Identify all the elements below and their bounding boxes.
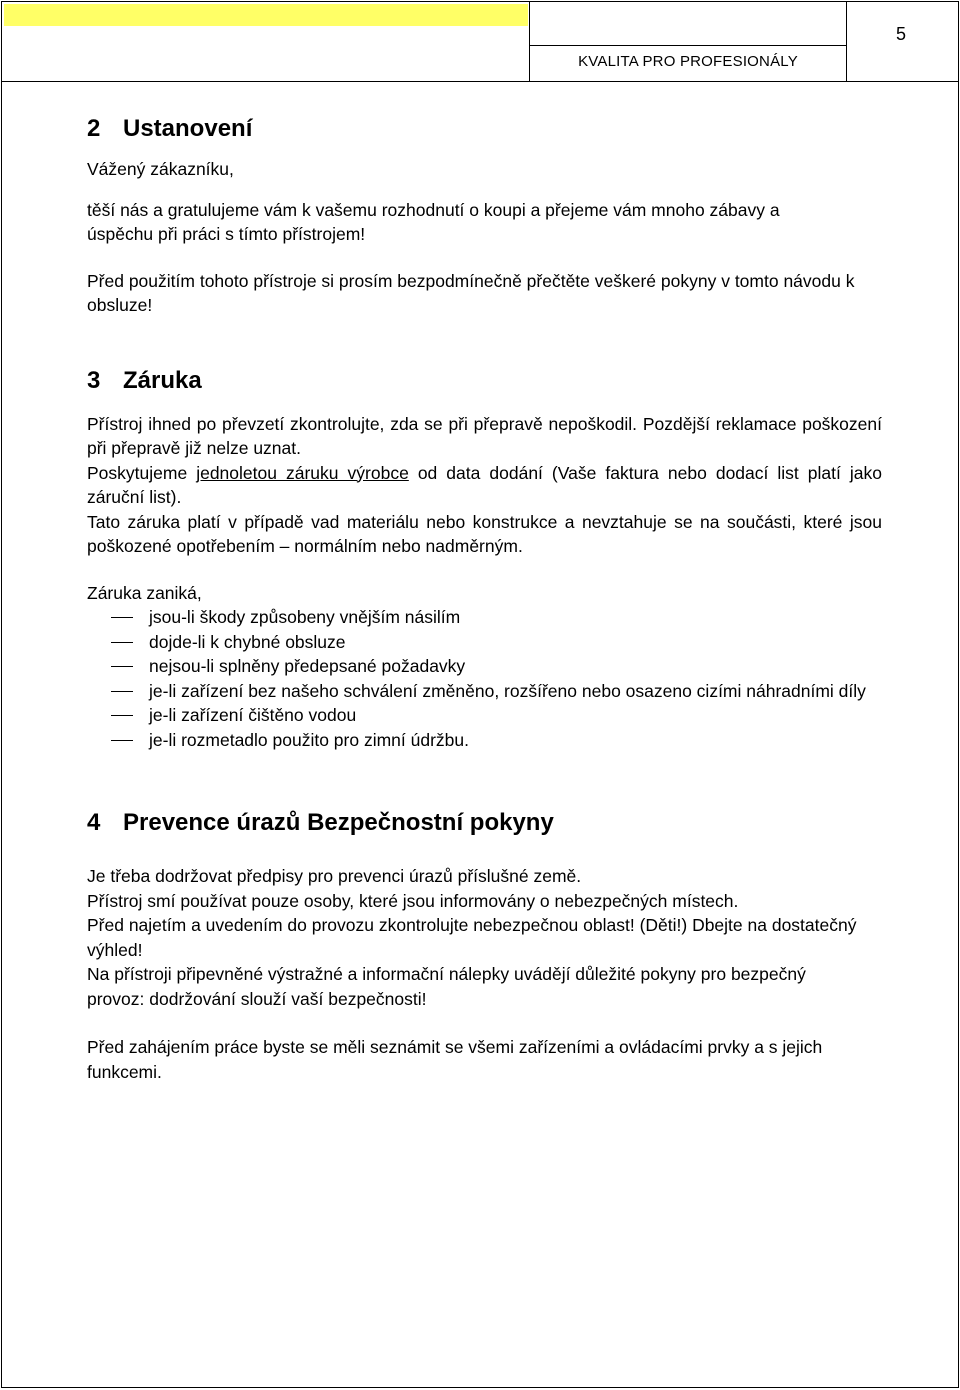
list-item-text: dojde-li k chybné obsluze	[149, 631, 346, 652]
list-item	[87, 630, 877, 655]
text: Poskytujeme	[87, 462, 197, 483]
list-item-text: jsou-li škody způsobeny vnějším násilím	[149, 607, 461, 627]
safety-line: Před najetím a uvedením do provozu zkontrolujte nebezpečnou oblast! (Děti!) Dbejte na dostatečný výhled!	[87, 915, 857, 960]
header-divider	[2, 81, 958, 82]
header-title-box	[529, 2, 847, 81]
expiry-list	[87, 605, 877, 752]
section-title: Prevence úrazů Bezpečnostní pokyny	[123, 809, 554, 836]
paragraph: Přístroj ihned po převzetí zkontrolujte, zda se při přepravě nepoškodil. Pozdější reklamace poškození při přepravě již nelze uznat.	[87, 413, 882, 458]
list-item-text: je-li rozmetadlo použito pro zimní údržbu.	[149, 729, 470, 750]
section-title: Záruka	[123, 366, 202, 394]
paragraph: Před použitím tohoto přístroje si prosím bezpodmínečně přečtěte veškeré pokyny v tomto návodu k obsluze!	[87, 270, 855, 315]
dash-bullet	[111, 617, 133, 618]
dash-bullet	[111, 666, 133, 667]
list-item	[87, 728, 877, 753]
list-item-text: je-li zařízení čištěno vodou	[149, 705, 357, 725]
safety-line: Na přístroji připevněné výstražné a informační nálepky uvádějí důležité pokyny pro bezpečný provoz: dodržování slouží vaší bezpečnosti!	[87, 964, 806, 1009]
list-item	[87, 654, 877, 679]
header-title-rule	[530, 45, 846, 46]
section-number: 3	[87, 366, 101, 394]
section-heading-zaruka	[87, 366, 882, 396]
section-number: 2	[87, 115, 101, 142]
document-page	[1, 1, 959, 1388]
expiry-intro: Záruka zaniká,	[87, 582, 202, 603]
paragraph: těší nás a gratulujeme vám k vašemu rozhodnutí o koupi a přejeme vám mnoho zábavy a úspěchu při práci s tímto přístrojem!	[87, 199, 780, 244]
dash-bullet	[111, 642, 133, 643]
dash-bullet	[111, 691, 133, 692]
section-heading-ustanoveni	[87, 114, 882, 144]
paragraph-warranty	[87, 461, 882, 510]
greeting: Vážený zákazníku,	[87, 159, 234, 179]
section-heading-prevence	[87, 808, 882, 838]
section-title: Ustanovení	[123, 115, 253, 142]
list-item	[87, 703, 877, 728]
page-header	[2, 2, 958, 82]
safety-line: Přístroj smí používat pouze osoby, které jsou informovány o nebezpečných místech.	[87, 890, 739, 911]
section-number: 4	[87, 809, 101, 836]
text: od data dodání (Vaše faktura nebo dodací list platí jako záruční list).	[87, 462, 882, 507]
paragraph: Před zahájením práce byste se měli seznámit se všemi zařízeními a ovládacími prvky a s jejich funkcemi.	[87, 1037, 823, 1082]
page-number: 5	[895, 24, 906, 44]
dash-bullet	[111, 740, 133, 741]
paragraph: Tato záruka platí v případě vad materiálu nebo konstrukce a nevztahuje se na součásti, které jsou poškozené opotřebením – normálním nebo nadměrným.	[87, 511, 882, 556]
header-title: KVALITA PRO PROFESIONÁLY	[578, 53, 798, 70]
dash-bullet	[111, 715, 133, 716]
safety-line: Je třeba dodržovat předpisy pro prevenci úrazů příslušné země.	[87, 866, 582, 886]
underlined-text: jednoletou záruku výrobce	[196, 462, 409, 483]
list-item	[87, 605, 877, 630]
header-accent-band	[4, 4, 528, 26]
list-item-text: nejsou-li splněny předepsané požadavky	[149, 656, 466, 676]
list-item	[87, 679, 877, 704]
page-content	[87, 114, 882, 1084]
list-item-text: je-li zařízení bez našeho schválení změněno, rozšířeno nebo osazeno cizími náhradními díly	[149, 680, 866, 701]
